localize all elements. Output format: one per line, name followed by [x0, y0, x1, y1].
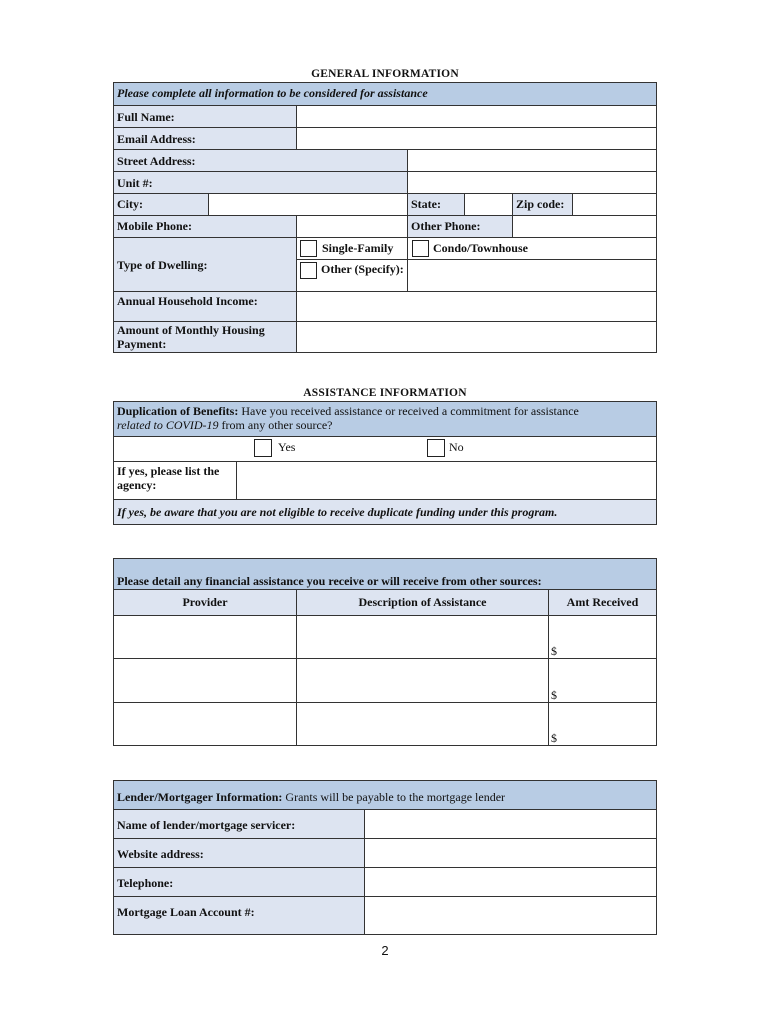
single-family-option: [296, 237, 408, 260]
description-field-3[interactable]: [296, 702, 549, 746]
assistance-info-title: ASSISTANCE INFORMATION: [303, 387, 467, 399]
lender-info-header: [113, 780, 657, 810]
description-column-header: Description of Assistance: [296, 589, 549, 616]
agency-field[interactable]: [236, 461, 657, 500]
telephone-label: Telephone:: [113, 867, 365, 897]
zip-label: Zip code:: [512, 193, 573, 216]
yes-no-row: [113, 436, 657, 462]
website-field[interactable]: [364, 838, 657, 868]
full-name-field[interactable]: [296, 105, 657, 128]
lender-info-header-bold: Lender/Mortgager Information:: [117, 790, 283, 804]
lender-info-header-text: Grants will be payable to the mortgage lender: [285, 790, 506, 804]
telephone-field[interactable]: [364, 867, 657, 897]
other-dwelling-field[interactable]: [407, 259, 657, 292]
condo-option: [407, 237, 657, 260]
website-label: Website address:: [113, 838, 365, 868]
no-label: No: [449, 440, 464, 454]
provider-field-2[interactable]: [113, 658, 297, 703]
duplication-of-benefits-question: [113, 401, 657, 437]
zip-field[interactable]: [572, 193, 657, 216]
duplicate-funding-warning: If yes, be aware that you are not eligible to receive duplicate funding under this program.: [113, 499, 657, 525]
lender-name-label: Name of lender/mortgage servicer:: [113, 809, 365, 839]
duplication-text: Have you received assistance or received a commitment for assistance: [241, 404, 579, 418]
amount-field-2[interactable]: [548, 658, 657, 703]
mobile-phone-field[interactable]: [296, 215, 408, 238]
currency-symbol: $: [551, 688, 557, 702]
unit-field[interactable]: [407, 171, 657, 194]
monthly-payment-label: Amount of Monthly Housing Payment:: [113, 321, 297, 353]
annual-income-label: Annual Household Income:: [113, 291, 297, 322]
yes-checkbox[interactable]: [254, 439, 272, 457]
full-name-label: Full Name:: [113, 105, 297, 128]
city-field[interactable]: [208, 193, 408, 216]
provider-field-3[interactable]: [113, 702, 297, 746]
other-phone-label: Other Phone:: [407, 215, 513, 238]
annual-income-field[interactable]: [296, 291, 657, 322]
single-family-checkbox[interactable]: [300, 240, 317, 257]
single-family-label: Single-Family: [322, 241, 394, 255]
no-checkbox[interactable]: [427, 439, 445, 457]
currency-symbol: $: [551, 731, 557, 745]
other-dwelling-option: [296, 259, 408, 292]
general-info-subtitle: Please complete all information to be considered for assistance: [113, 82, 657, 106]
condo-checkbox[interactable]: [412, 240, 429, 257]
yes-label: Yes: [278, 440, 296, 454]
state-label: State:: [407, 193, 465, 216]
amount-field-3[interactable]: [548, 702, 657, 746]
lender-name-field[interactable]: [364, 809, 657, 839]
other-dwelling-label: Other (Specify):: [321, 262, 404, 276]
street-address-label: Street Address:: [113, 149, 408, 172]
condo-label: Condo/Townhouse: [433, 241, 528, 255]
duplication-text-italic: related to COVID-19: [117, 418, 219, 432]
description-field-1[interactable]: [296, 615, 549, 659]
duplication-label: Duplication of Benefits:: [117, 404, 239, 418]
loan-account-label: Mortgage Loan Account #:: [113, 896, 365, 935]
loan-account-field[interactable]: [364, 896, 657, 935]
general-info-title: GENERAL INFORMATION: [311, 68, 459, 80]
currency-symbol: $: [551, 644, 557, 658]
duplication-text-end: from any other source?: [221, 418, 333, 432]
email-label: Email Address:: [113, 127, 297, 150]
financial-assistance-header: Please detail any financial assistance you receive or will receive from other sources:: [113, 558, 657, 590]
amount-column-header: Amt Received: [548, 589, 657, 616]
amount-field-1[interactable]: [548, 615, 657, 659]
other-phone-field[interactable]: [512, 215, 657, 238]
mobile-phone-label: Mobile Phone:: [113, 215, 297, 238]
monthly-payment-field[interactable]: [296, 321, 657, 353]
agency-label: If yes, please list the agency:: [113, 461, 237, 500]
city-label: City:: [113, 193, 209, 216]
state-field[interactable]: [464, 193, 513, 216]
provider-column-header: Provider: [113, 589, 297, 616]
street-address-field[interactable]: [407, 149, 657, 172]
unit-label: Unit #:: [113, 171, 408, 194]
dwelling-type-label: Type of Dwelling:: [113, 237, 297, 292]
description-field-2[interactable]: [296, 658, 549, 703]
email-field[interactable]: [296, 127, 657, 150]
provider-field-1[interactable]: [113, 615, 297, 659]
page-number: 2: [381, 943, 389, 958]
